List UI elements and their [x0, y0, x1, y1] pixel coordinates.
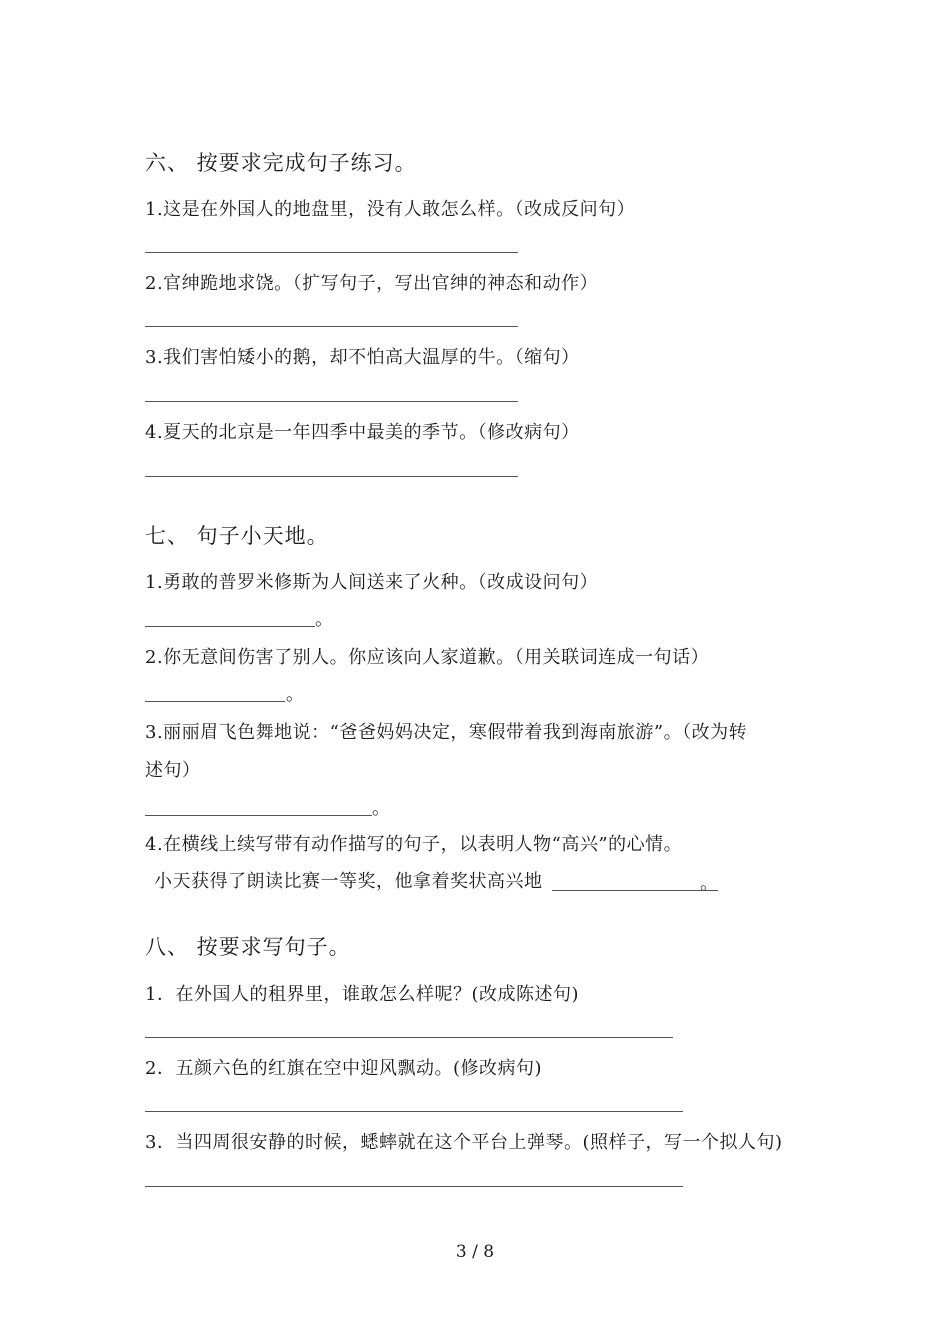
period-underline-7-4 [700, 890, 718, 891]
period-7-4: 。 [700, 873, 719, 894]
question-7-3-cont: 述句） [145, 760, 201, 781]
answer-line-8-1[interactable] [145, 1037, 673, 1038]
question-7-2: 2.你无意间伤害了别人。你应该向人家道歉。（用关联词连成一句话） [145, 647, 710, 668]
section-6-title: 六、 按要求完成句子练习。 [145, 151, 417, 175]
answer-line-6-1[interactable] [145, 252, 518, 253]
answer-line-7-4[interactable] [552, 890, 700, 891]
period-7-2: 。 [286, 684, 305, 705]
question-6-2: 2.官绅跪地求饶。（扩写句子，写出官绅的神态和动作） [145, 273, 599, 294]
answer-line-8-3[interactable] [145, 1186, 683, 1187]
answer-line-6-2[interactable] [145, 326, 518, 327]
question-6-1: 1.这是在外国人的地盘里，没有人敢怎么样。（改成反问句） [145, 199, 636, 220]
period-7-1: 。 [315, 609, 334, 630]
question-7-4: 4.在横线上续写带有动作描写的句子，以表明人物“高兴”的心情。 [145, 834, 683, 855]
question-7-3: 3.丽丽眉飞色舞地说：“爸爸妈妈决定，寒假带着我到海南旅游”。（改为转 [145, 722, 748, 743]
section-8-title: 八、 按要求写句子。 [145, 935, 351, 959]
answer-line-6-4[interactable] [145, 476, 518, 477]
question-7-1: 1.勇敢的普罗米修斯为人间送来了火种。（改成设问句） [145, 572, 599, 593]
question-8-2: 2．五颜六色的红旗在空中迎风飘动。(修改病句) [145, 1058, 542, 1079]
answer-line-7-1[interactable] [145, 626, 315, 627]
answer-line-7-2[interactable] [145, 701, 285, 702]
question-8-3: 3．当四周很安静的时候，蟋蟀就在这个平台上弹琴。(照样子，写一个拟人句) [145, 1132, 783, 1153]
answer-line-6-3[interactable] [145, 401, 518, 402]
page-number: 3 / 8 [455, 1242, 495, 1262]
answer-line-7-3[interactable] [145, 815, 372, 816]
period-7-3: 。 [372, 798, 391, 819]
question-8-1: 1．在外国人的租界里，谁敢怎么样呢？(改成陈述句) [145, 984, 579, 1005]
question-7-4-sentence: 小天获得了朗读比赛一等奖，他拿着奖状高兴地 [154, 871, 543, 892]
answer-line-8-2[interactable] [145, 1111, 683, 1112]
question-6-3: 3.我们害怕矮小的鹅，却不怕高大温厚的牛。（缩句） [145, 347, 580, 368]
question-6-4: 4.夏天的北京是一年四季中最美的季节。（修改病句） [145, 422, 580, 443]
section-7-title: 七、 句子小天地。 [145, 524, 329, 548]
